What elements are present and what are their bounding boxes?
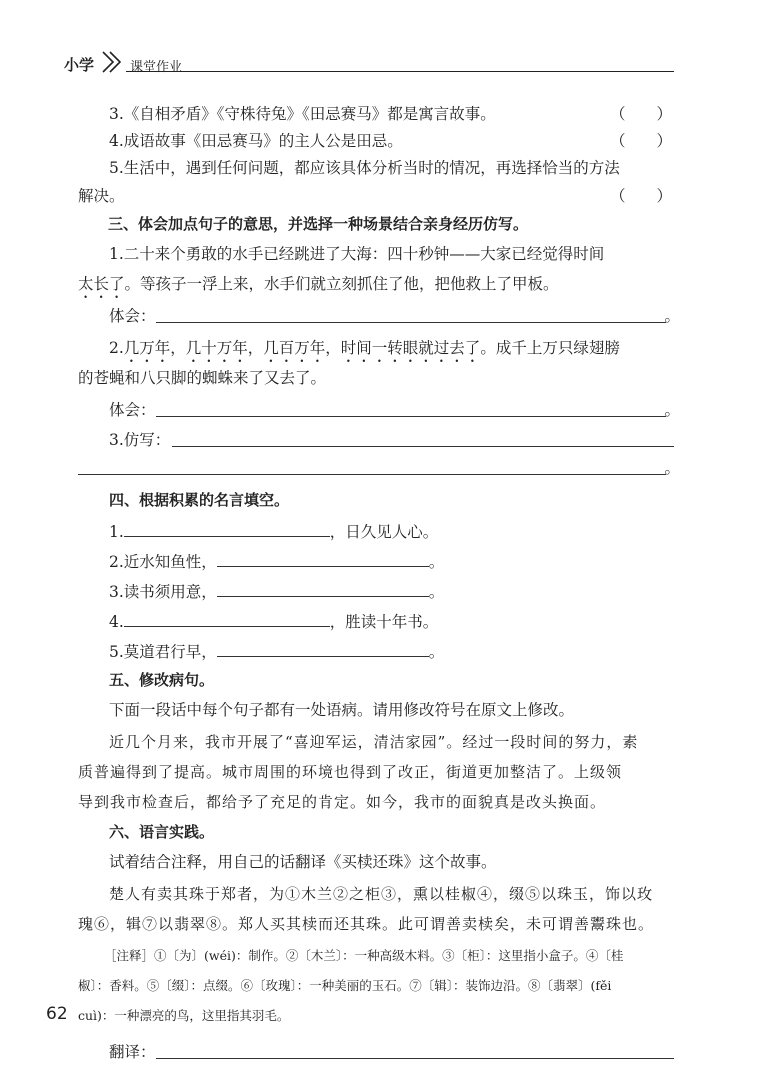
sec3-tihui-1	[78, 302, 680, 330]
judge-text: 3.《自相矛盾》《守株待兔》《田忌赛马》都是寓言故事。	[109, 105, 496, 123]
text: ，胜读十年书。	[329, 613, 439, 631]
dotted-text: 太长了	[78, 275, 125, 293]
series-label: 小学	[64, 56, 95, 74]
answer-line[interactable]	[156, 1058, 674, 1059]
period: 。	[664, 401, 680, 419]
answer-blank[interactable]	[124, 610, 330, 627]
page-header	[64, 50, 674, 76]
double-chevron-icon	[100, 50, 124, 74]
sec5-instruction: 下面一段话中每个句子都有一处语病。请用修改符号在原文上修改。	[109, 701, 575, 719]
proverb-4	[78, 608, 674, 636]
answer-line[interactable]	[172, 446, 674, 447]
sentence-text: 的苍蝇和八只脚的蜘蛛来了又去了。	[78, 369, 327, 387]
worksheet-body	[78, 96, 680, 1061]
sec3-q2-line2	[78, 364, 674, 392]
judge-item-4	[78, 127, 674, 155]
answer-line[interactable]	[78, 474, 666, 475]
text: 。	[428, 583, 445, 601]
section-3-title: 三、体会加点句子的意思，并选择一种场景结合亲身经历仿写。	[108, 215, 529, 233]
judge-item-5-cont	[78, 182, 674, 210]
text: 1.	[109, 523, 124, 541]
text: 2.近水知鱼性，	[109, 553, 217, 571]
proverb-2	[78, 548, 674, 576]
judge-item-3	[78, 100, 674, 128]
judge-text: 解决。	[78, 187, 125, 205]
translation-row	[78, 1038, 674, 1066]
answer-paren[interactable]: （ ）	[609, 132, 672, 150]
text: 3.读书须用意，	[109, 583, 217, 601]
proverb-1	[78, 518, 674, 546]
answer-line[interactable]	[156, 322, 666, 323]
period: 。	[664, 307, 680, 325]
sentence-text: 。成千上万只绿翅膀	[480, 339, 620, 357]
text: ，日久见人心。	[329, 523, 439, 541]
classical-text-line1: 楚人有卖其珠于郑者，为①木兰②之柜③，熏以桂椒④，缀⑤以珠玉，饰以玫	[109, 885, 654, 903]
section-5-title: 五、修改病句。	[109, 671, 215, 689]
classical-text-line2: 瑰⑥，辑⑦以翡翠⑧。郑人买其椟而还其珠。此可谓善卖椟矣，未可谓善鬻珠也。	[78, 915, 655, 933]
label: 翻译：	[109, 1043, 156, 1061]
sec5-para-line2[interactable]: 质普遍得到了提高。城市周围的环境也得到了改正，街道更加整洁了。上级领	[78, 763, 623, 781]
annotation-line2: 椒〕：香料。⑤〔缀〕：点缀。⑥〔玫瑰〕：一种美丽的玉石。⑦〔辑〕：装饰边沿。⑧〔翡翠〕(fěi	[78, 978, 612, 993]
dotted-text: 几万年，几十万年，几百万年，时间一转眼就过去了	[123, 339, 481, 357]
sentence-text: 。等孩子一浮上来，水手们就立刻抓住了他，把他救上了甲板。	[124, 275, 559, 293]
answer-blank[interactable]	[124, 520, 330, 537]
sentence-text: 2.	[109, 339, 124, 357]
judge-item-5	[78, 154, 674, 182]
answer-blank[interactable]	[217, 550, 429, 567]
answer-blank[interactable]	[217, 640, 429, 657]
period: 。	[664, 459, 680, 477]
sec3-q2-line1	[78, 334, 674, 362]
sentence-text: 1.二十来个勇敢的水手已经跳进了大海：四十秒钟——大家已经觉得时间	[109, 245, 605, 263]
sec5-para-line3[interactable]: 导到我市检查后，都给予了充足的肯定。如今，我市的面貌真是改头换面。	[78, 793, 607, 811]
section-6-title: 六、语言实践。	[109, 823, 215, 841]
label: 体会：	[109, 307, 156, 325]
judge-text: 5.生活中，遇到任何问题，都应该具体分析当时的情况，再选择恰当的方法	[109, 159, 620, 177]
annotation-line3: cuì)：一种漂亮的鸟，这里指其羽毛。	[78, 1008, 290, 1023]
sec3-q1-line1	[78, 240, 674, 268]
text: 4.	[109, 613, 124, 631]
annotation-line1: ［注释］①〔为〕(wéi)：制作。②〔木兰〕：一种高级木料。③〔柜〕：这里指小盒子。④〔桂	[104, 948, 624, 963]
sec3-q3-line2	[78, 454, 680, 482]
label: 体会：	[109, 401, 156, 419]
answer-paren[interactable]: （ ）	[609, 187, 672, 205]
answer-blank[interactable]	[217, 580, 429, 597]
answer-line[interactable]	[156, 416, 666, 417]
proverb-5	[78, 638, 674, 666]
page-number: 62	[46, 1004, 68, 1024]
proverb-3	[78, 578, 674, 606]
sec3-q1-line2	[78, 270, 674, 298]
judge-text: 4.成语故事《田忌赛马》的主人公是田忌。	[109, 132, 403, 150]
section-4-title: 四、根据积累的名言填空。	[109, 491, 290, 509]
sec5-para-line1[interactable]: 近几个月来，我市开展了“喜迎军运，清洁家园”。经过一段时间的努力，素	[109, 733, 639, 751]
text: 。	[428, 553, 445, 571]
header-title: 课堂作业	[130, 60, 183, 75]
answer-paren[interactable]: （ ）	[609, 105, 672, 123]
header-rule	[126, 71, 674, 72]
sec3-tihui-2	[78, 396, 680, 424]
sec6-instruction: 试着结合注释，用自己的话翻译《买椟还珠》这个故事。	[109, 853, 497, 871]
label: 3.仿写：	[109, 431, 171, 449]
text: 。	[428, 643, 445, 661]
sec3-q3	[78, 426, 674, 454]
text: 5.莫道君行早，	[109, 643, 217, 661]
